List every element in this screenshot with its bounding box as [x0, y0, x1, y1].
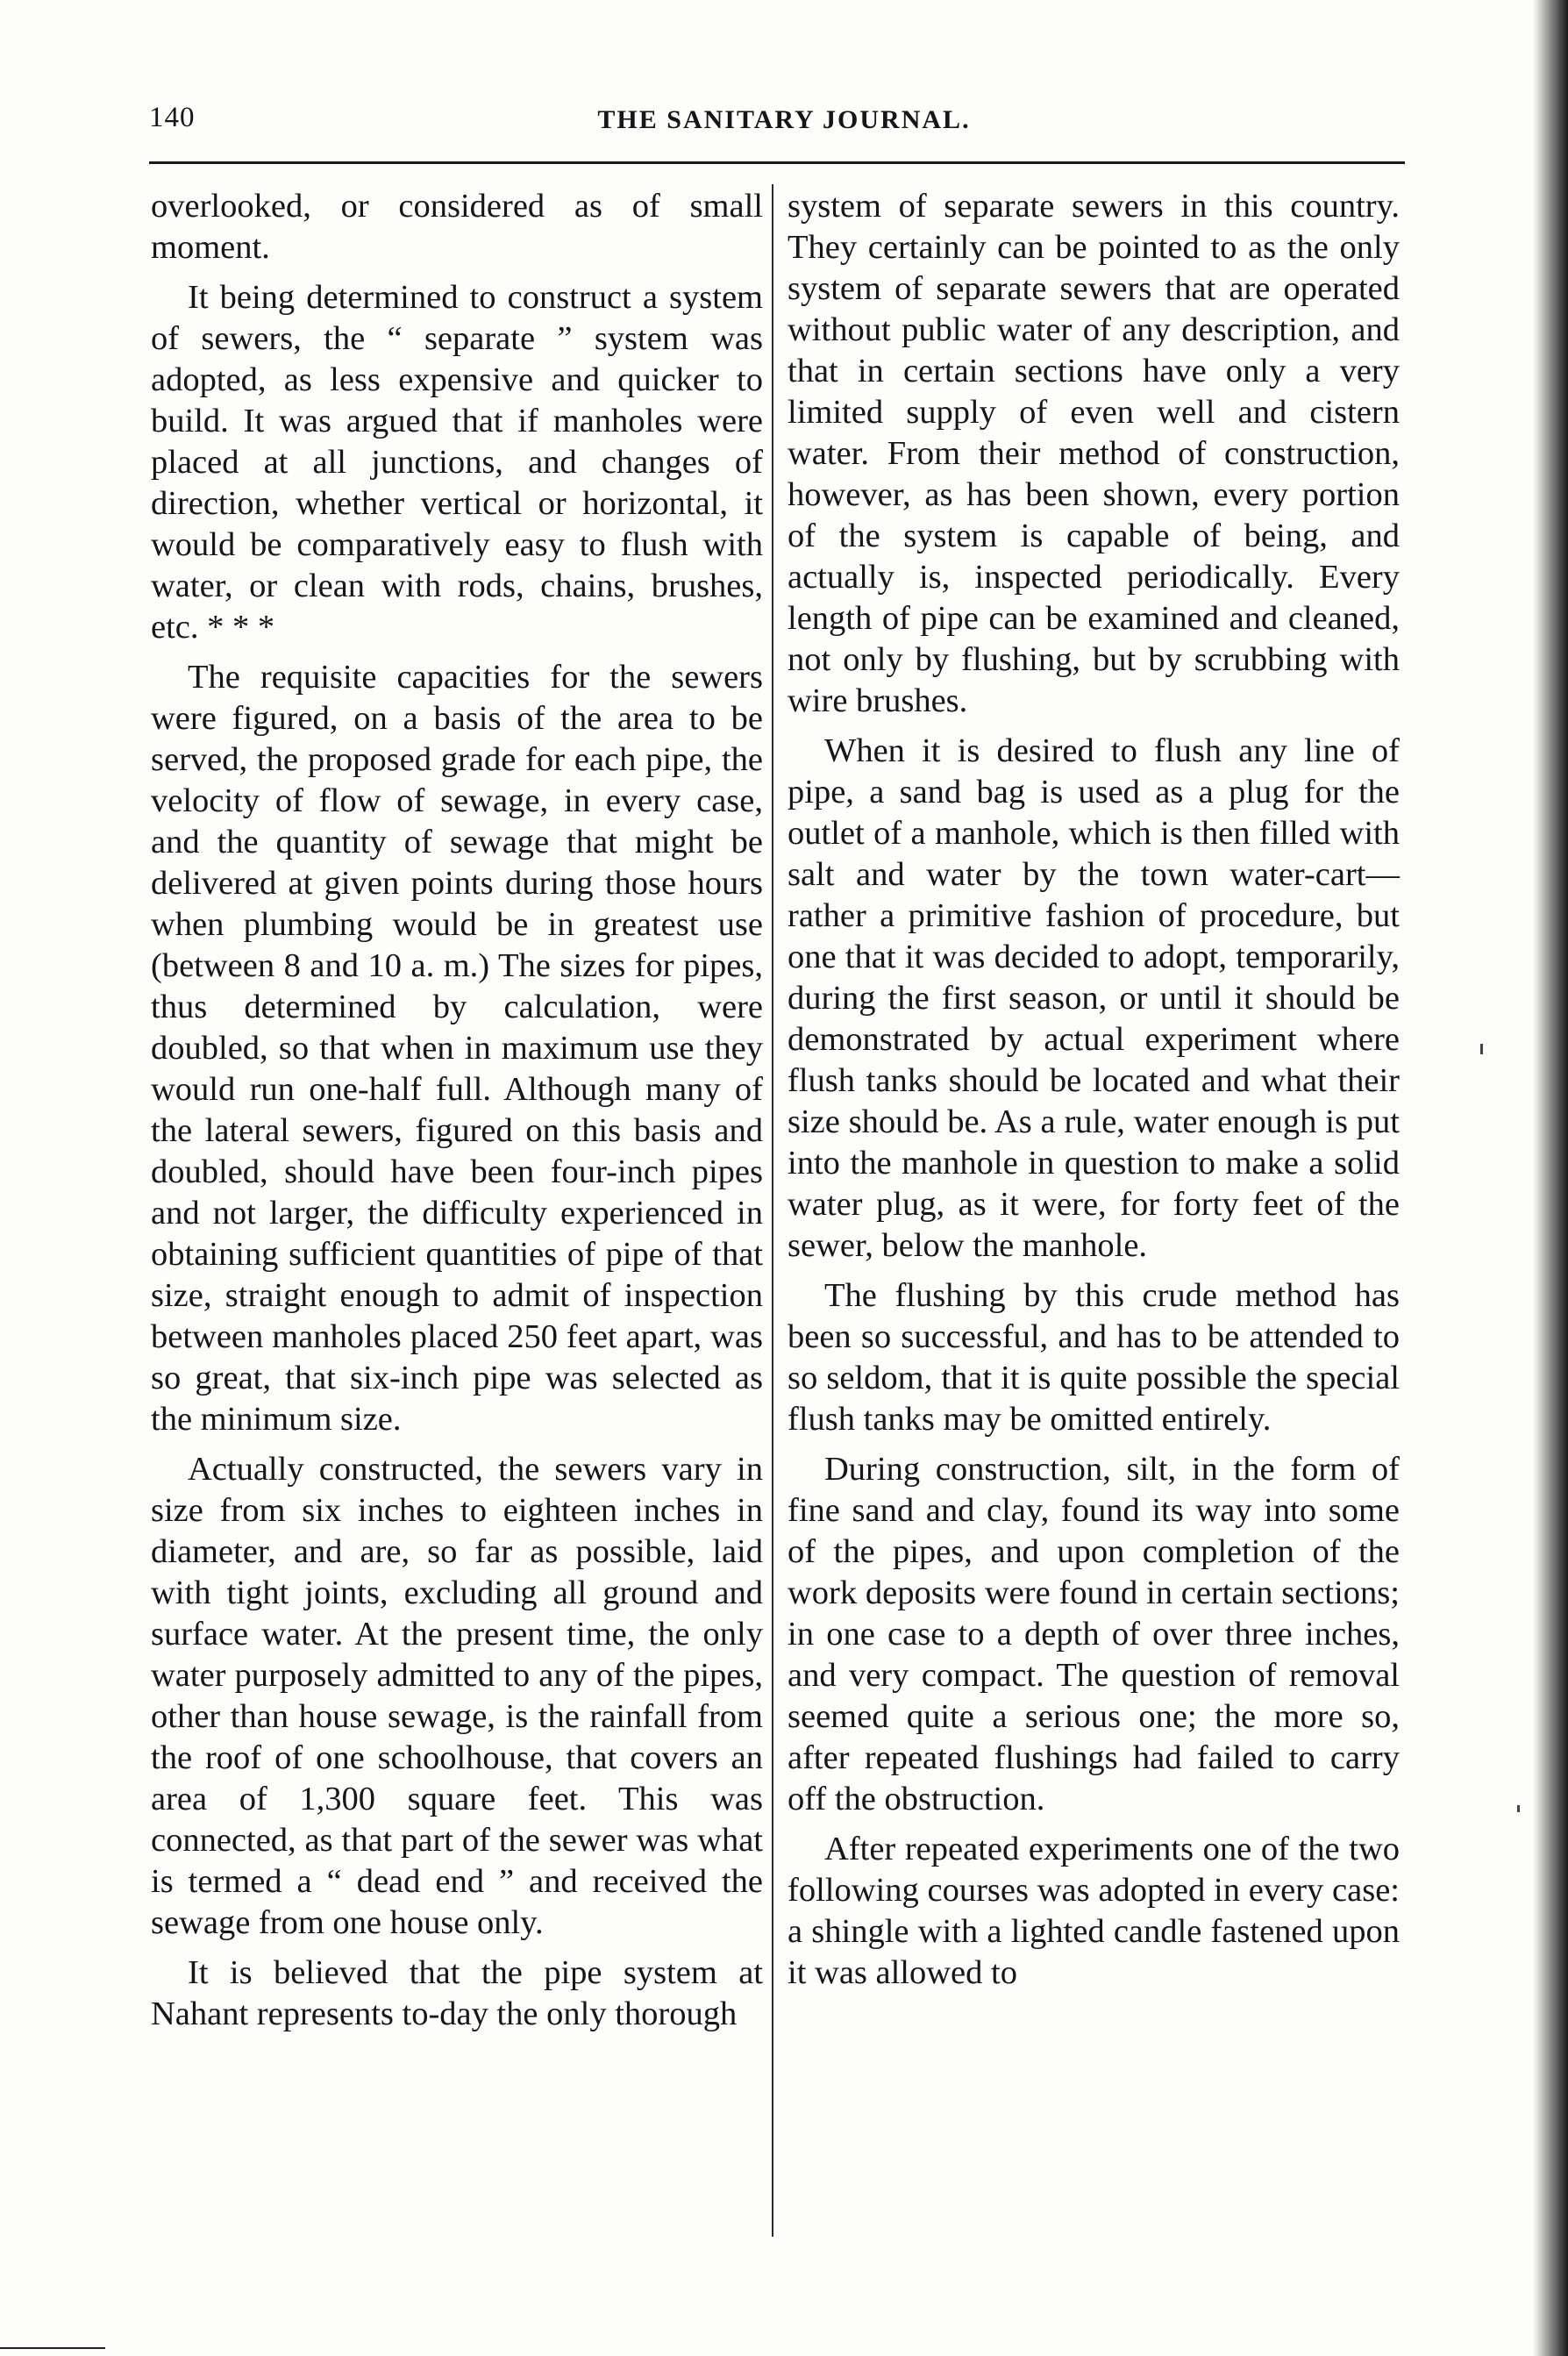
- right-paragraph-1: system of separate sewers in this country. They certainly can be pointed to as the only system of separate sewers that are operated without public water of any description, and that in certain sections have only a very limited supply of even well and cistern water. From their method of construction, however, as has been shown, every portion of the system is capable of being, and actually is, inspected periodically. Every length of pipe can be examined and cleaned, not only by flushing, but by scrubbing with wire brushes.: [788, 188, 1400, 719]
- left-paragraph-2: It being determined to construct a system of sewers, the “ separate ” system was adopted, as less expensive and quicker to build. It was argued that if manholes were placed at all junctions, and changes of direction, whether vertical or horizontal, it would be comparatively easy to flush with water, or clean with rods, chains, brushes, etc. * * *: [151, 279, 763, 646]
- bottom-corner-rule: [0, 2347, 105, 2349]
- header-rule: [149, 161, 1405, 164]
- page-edge-shadow: [1533, 0, 1568, 2356]
- margin-speck: [1517, 1805, 1520, 1812]
- journal-title: THE SANITARY JOURNAL.: [597, 105, 971, 134]
- left-paragraph-4: Actually constructed, the sewers vary in size from six inches to eighteen inches in diameter, and are, so far as possible, laid with tight joints, excluding all ground and surface water. At the present time, the only water purposely admitted to any of the pipes, other than house sewage, is the rainfall from the roof of one schoolhouse, that covers an area of 1,300 square feet. This was connected, as that part of the sewer was what is termed a “ dead end ” and received the sewage from one house only.: [151, 1451, 763, 1941]
- right-paragraph-3: The flushing by this crude method has been so successful, and has to be attended to so seldom, that it is quite possible the special flush tanks may be omitted entirely.: [788, 1277, 1400, 1438]
- left-paragraph-1: overlooked, or considered as of small moment.: [151, 188, 763, 266]
- right-paragraph-5: After repeated experiments one of the two following courses was adopted in every case: a shingle with a lighted candle fastened upon it was allowed to: [788, 1831, 1400, 1991]
- right-paragraph-2: When it is desired to flush any line of pipe, a sand bag is used as a plug for the outlet of a manhole, which is then filled with salt and water by the town water-cart—rather a primitive fashion of procedure, but one that it was decided to adopt, temporarily, during the first season, or until it should be demonstrated by actual experiment where flush tanks should be located and what their size should be. As a rule, water enough is put into the manhole in question to make a solid water plug, as it were, for forty feet of the sewer, below the manhole.: [788, 732, 1400, 1264]
- column-divider: [772, 184, 773, 2237]
- right-column: [788, 186, 1400, 1994]
- left-paragraph-5: It is believed that the pipe system at Nahant represents to-day the only thorough: [151, 1954, 763, 2032]
- left-paragraph-3: The requisite capacities for the sewers were figured, on a basis of the area to be served, the proposed grade for each pipe, the velocity of flow of sewage, in every case, and the quantity of sewage that might be delivered at given points during those hours when plumbing would be in greatest use (between 8 and 10 a. m.) The sizes for pipes, thus determined by calculation, were doubled, so that when in maximum use they would run one-half full. Although many of the lateral sewers, figured on this basis and doubled, should have been four-inch pipes and not larger, the difficulty experienced in obtaining sufficient quantities of pipe of that size, straight enough to admit of inspection between manholes placed 250 feet apart, was so great, that six-inch pipe was selected as the minimum size.: [151, 659, 763, 1438]
- page-number: 140: [149, 102, 196, 133]
- right-paragraph-4: During construction, silt, in the form of fine sand and clay, found its way into some of the pipes, and upon completion of the work deposits were found in certain sections; in one case to a depth of over three inches, and very compact. The question of removal seemed quite a serious one; the more so, after repeated flushings had failed to carry off the obstruction.: [788, 1451, 1400, 1817]
- margin-speck: [1480, 1044, 1483, 1054]
- left-column: [151, 186, 763, 2035]
